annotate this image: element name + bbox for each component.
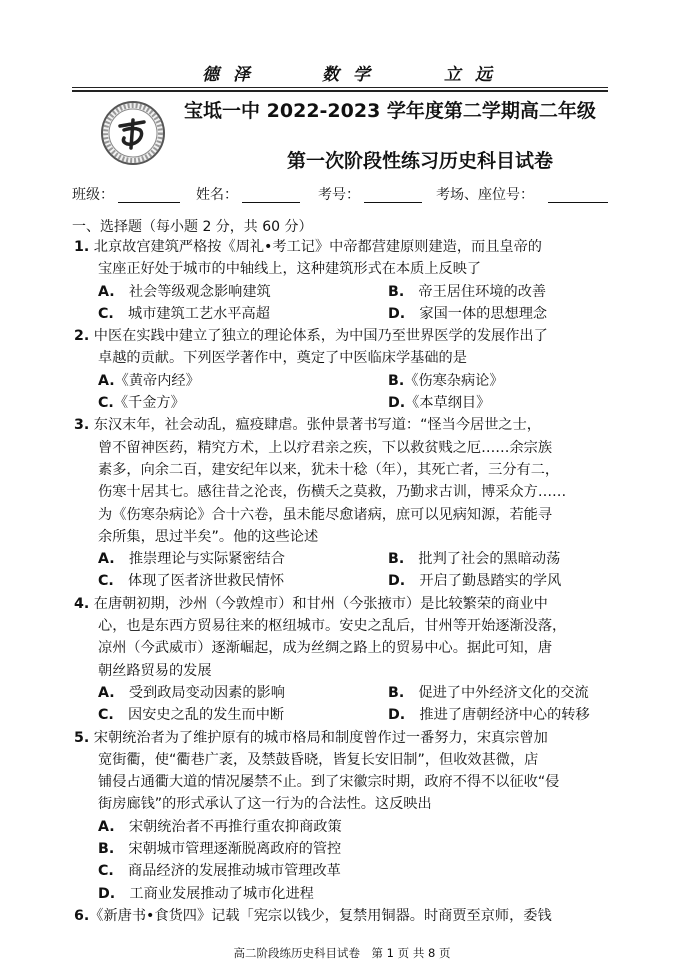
question-stem-line: 素多，向余二百，建安纪年以来，犹未十稔（年），其死亡者，三分有二， <box>98 461 560 478</box>
option-row <box>76 303 612 325</box>
name-label: 姓名： <box>196 187 238 203</box>
question-stem-line: 凉州（今武威市）逐渐崛起，成为丝绸之路上的贸易中心。据此可知，唐 <box>98 640 553 657</box>
option-b[interactable]: B. 宋朝城市管理逐渐脱离政府的管控 <box>98 841 342 858</box>
option-row <box>76 281 612 303</box>
question-number: 6. <box>74 907 90 924</box>
question-stem-line: 宋朝统治者为了维护原有的城市格局和制度曾作过一番努力，宋真宗曾加 <box>93 729 548 746</box>
question-stem-line: 余所集，思过半矣”。他的这些论述 <box>98 528 319 545</box>
question-stem-line: 朝丝路贸易的发展 <box>98 662 212 679</box>
option-a[interactable]: A. 受到政局变动因素的影响 <box>98 684 285 701</box>
question-3 <box>76 414 612 592</box>
question-1 <box>76 236 612 325</box>
option-c[interactable]: C. 商品经济的发展推动城市管理改革 <box>98 863 341 880</box>
option-b[interactable]: B.《伤寒杂病论》 <box>388 372 504 389</box>
option-c[interactable]: C.《千金方》 <box>98 395 185 412</box>
question-stem-line: 宝座正好处于城市的中轴线上，这种建筑形式在本质上反映了 <box>98 261 482 278</box>
option-a[interactable]: A. 宋朝统治者不再推行重农抑商政策 <box>98 818 342 835</box>
question-2 <box>76 325 612 414</box>
option-row <box>76 704 612 726</box>
questions-list <box>76 236 612 927</box>
seat-blank[interactable] <box>548 202 608 203</box>
motto-word-2: 数 学 <box>322 65 374 85</box>
class-blank[interactable] <box>118 202 180 203</box>
school-logo-icon <box>100 100 166 166</box>
question-stem-line: 卓越的贡献。下列医学著作中，奠定了中医临床学基础的是 <box>98 350 467 367</box>
exam-title-line1: 宝坻一中 2022-2023 学年度第二学期高二年级 <box>184 100 596 122</box>
question-number: 4. <box>74 595 90 612</box>
option-c[interactable]: C. 因安史之乱的发生而中断 <box>98 707 285 724</box>
top-rule-thin <box>72 87 608 88</box>
question-stem-line: 铺侵占通衢大道的情况屡禁不止。到了宋徽宗时期，政府不得不以征收“侵 <box>98 774 560 791</box>
option-row <box>76 370 612 392</box>
question-number: 5. <box>74 729 90 746</box>
question-number: 3. <box>74 417 90 434</box>
exam-title-line2: 第一次阶段性练习历史科目试卷 <box>286 150 553 172</box>
question-stem-line: 《新唐书•食货四》记载「宪宗以钱少，复禁用铜器。时商贾至京师，委钱 <box>89 907 552 924</box>
option-row <box>76 548 612 570</box>
option-d[interactable]: D.《本草纲目》 <box>388 395 491 412</box>
question-stem-line: 伤寒十居其七。感往昔之沦丧，伤横夭之莫救，乃勤求古训，博采众方…… <box>98 484 567 501</box>
motto-word-1: 德 泽 <box>202 65 254 85</box>
question-stem-line: 街房廊钱”的形式承认了这一行为的合法性。这反映出 <box>98 796 432 813</box>
option-c[interactable]: C. 城市建筑工艺水平高超 <box>98 305 270 322</box>
question-stem-line: 为《伤寒杂病论》合十六卷，虽未能尽愈诸病，庶可以见病知源，若能寻 <box>98 506 553 523</box>
school-motto <box>0 60 684 84</box>
question-stem-line: 中医在实践中建立了独立的理论体系，为中国乃至世界医学的发展作出了 <box>93 328 548 345</box>
question-stem-line: 宽街衢，使“衢巷广袤，及禁鼓昏晓，皆复长安旧制”，但收效甚微，店 <box>98 751 539 768</box>
question-stem-line: 北京故宫建筑严格按《周礼•考工记》中帝都营建原则建造，而且皇帝的 <box>93 239 542 255</box>
seat-label: 考场、座位号： <box>436 187 534 203</box>
page-footer: 高二阶段练历史科目试卷 第 1 页 共 8 页 <box>233 946 451 960</box>
motto-word-3: 立 远 <box>444 65 496 85</box>
exam-number-label: 考号： <box>318 187 360 203</box>
question-stem-line: 曾不留神医药，精究方术，上以疗君亲之疾，下以救贫贱之厄……余宗族 <box>98 439 553 456</box>
option-a[interactable]: A. 推崇理论与实际紧密结合 <box>98 551 285 568</box>
question-stem-line: 在唐朝初期，沙州（今敦煌市）和甘州（今张掖市）是比较繁荣的商业中 <box>93 595 548 612</box>
name-blank[interactable] <box>242 202 300 203</box>
question-stem-line: 东汉末年，社会动乱，瘟疫肆虐。张仲景著书写道：“怪当今居世之士， <box>93 417 541 434</box>
question-number: 1. <box>74 239 90 255</box>
question-4 <box>76 593 612 727</box>
option-a[interactable]: A. 社会等级观念影响建筑 <box>98 283 271 300</box>
student-info-row <box>72 184 612 206</box>
question-6 <box>76 905 612 927</box>
option-row <box>76 682 612 704</box>
option-row <box>76 570 612 592</box>
option-c[interactable]: C. 体现了医者济世救民情怀 <box>98 573 285 590</box>
question-number: 2. <box>74 328 90 345</box>
class-label: 班级： <box>72 187 114 203</box>
option-a[interactable]: A.《黄帝内经》 <box>98 372 200 389</box>
option-d[interactable]: D. 家国一体的思想理念 <box>388 305 548 322</box>
option-d[interactable]: D. 开启了勤恳踏实的学风 <box>388 573 562 590</box>
question-5 <box>76 727 612 905</box>
option-row <box>76 392 612 414</box>
section-title: 一、选择题（每小题 2 分，共 60 分） <box>72 219 313 235</box>
option-b[interactable]: B. 帝王居住环境的改善 <box>388 283 547 300</box>
option-d[interactable]: D. 推进了唐朝经济中心的转移 <box>388 707 590 724</box>
option-b[interactable]: B. 促进了中外经济文化的交流 <box>388 684 589 701</box>
exam-number-blank[interactable] <box>364 202 422 203</box>
option-d[interactable]: D. 工商业发展推动了城市化进程 <box>98 885 314 902</box>
question-stem-line: 心，也是东西方贸易往来的枢纽城市。安史之乱后，甘州等开始逐渐没落， <box>98 618 567 635</box>
option-b[interactable]: B. 批判了社会的黑暗动荡 <box>388 551 561 568</box>
top-rule-thick <box>72 90 608 92</box>
